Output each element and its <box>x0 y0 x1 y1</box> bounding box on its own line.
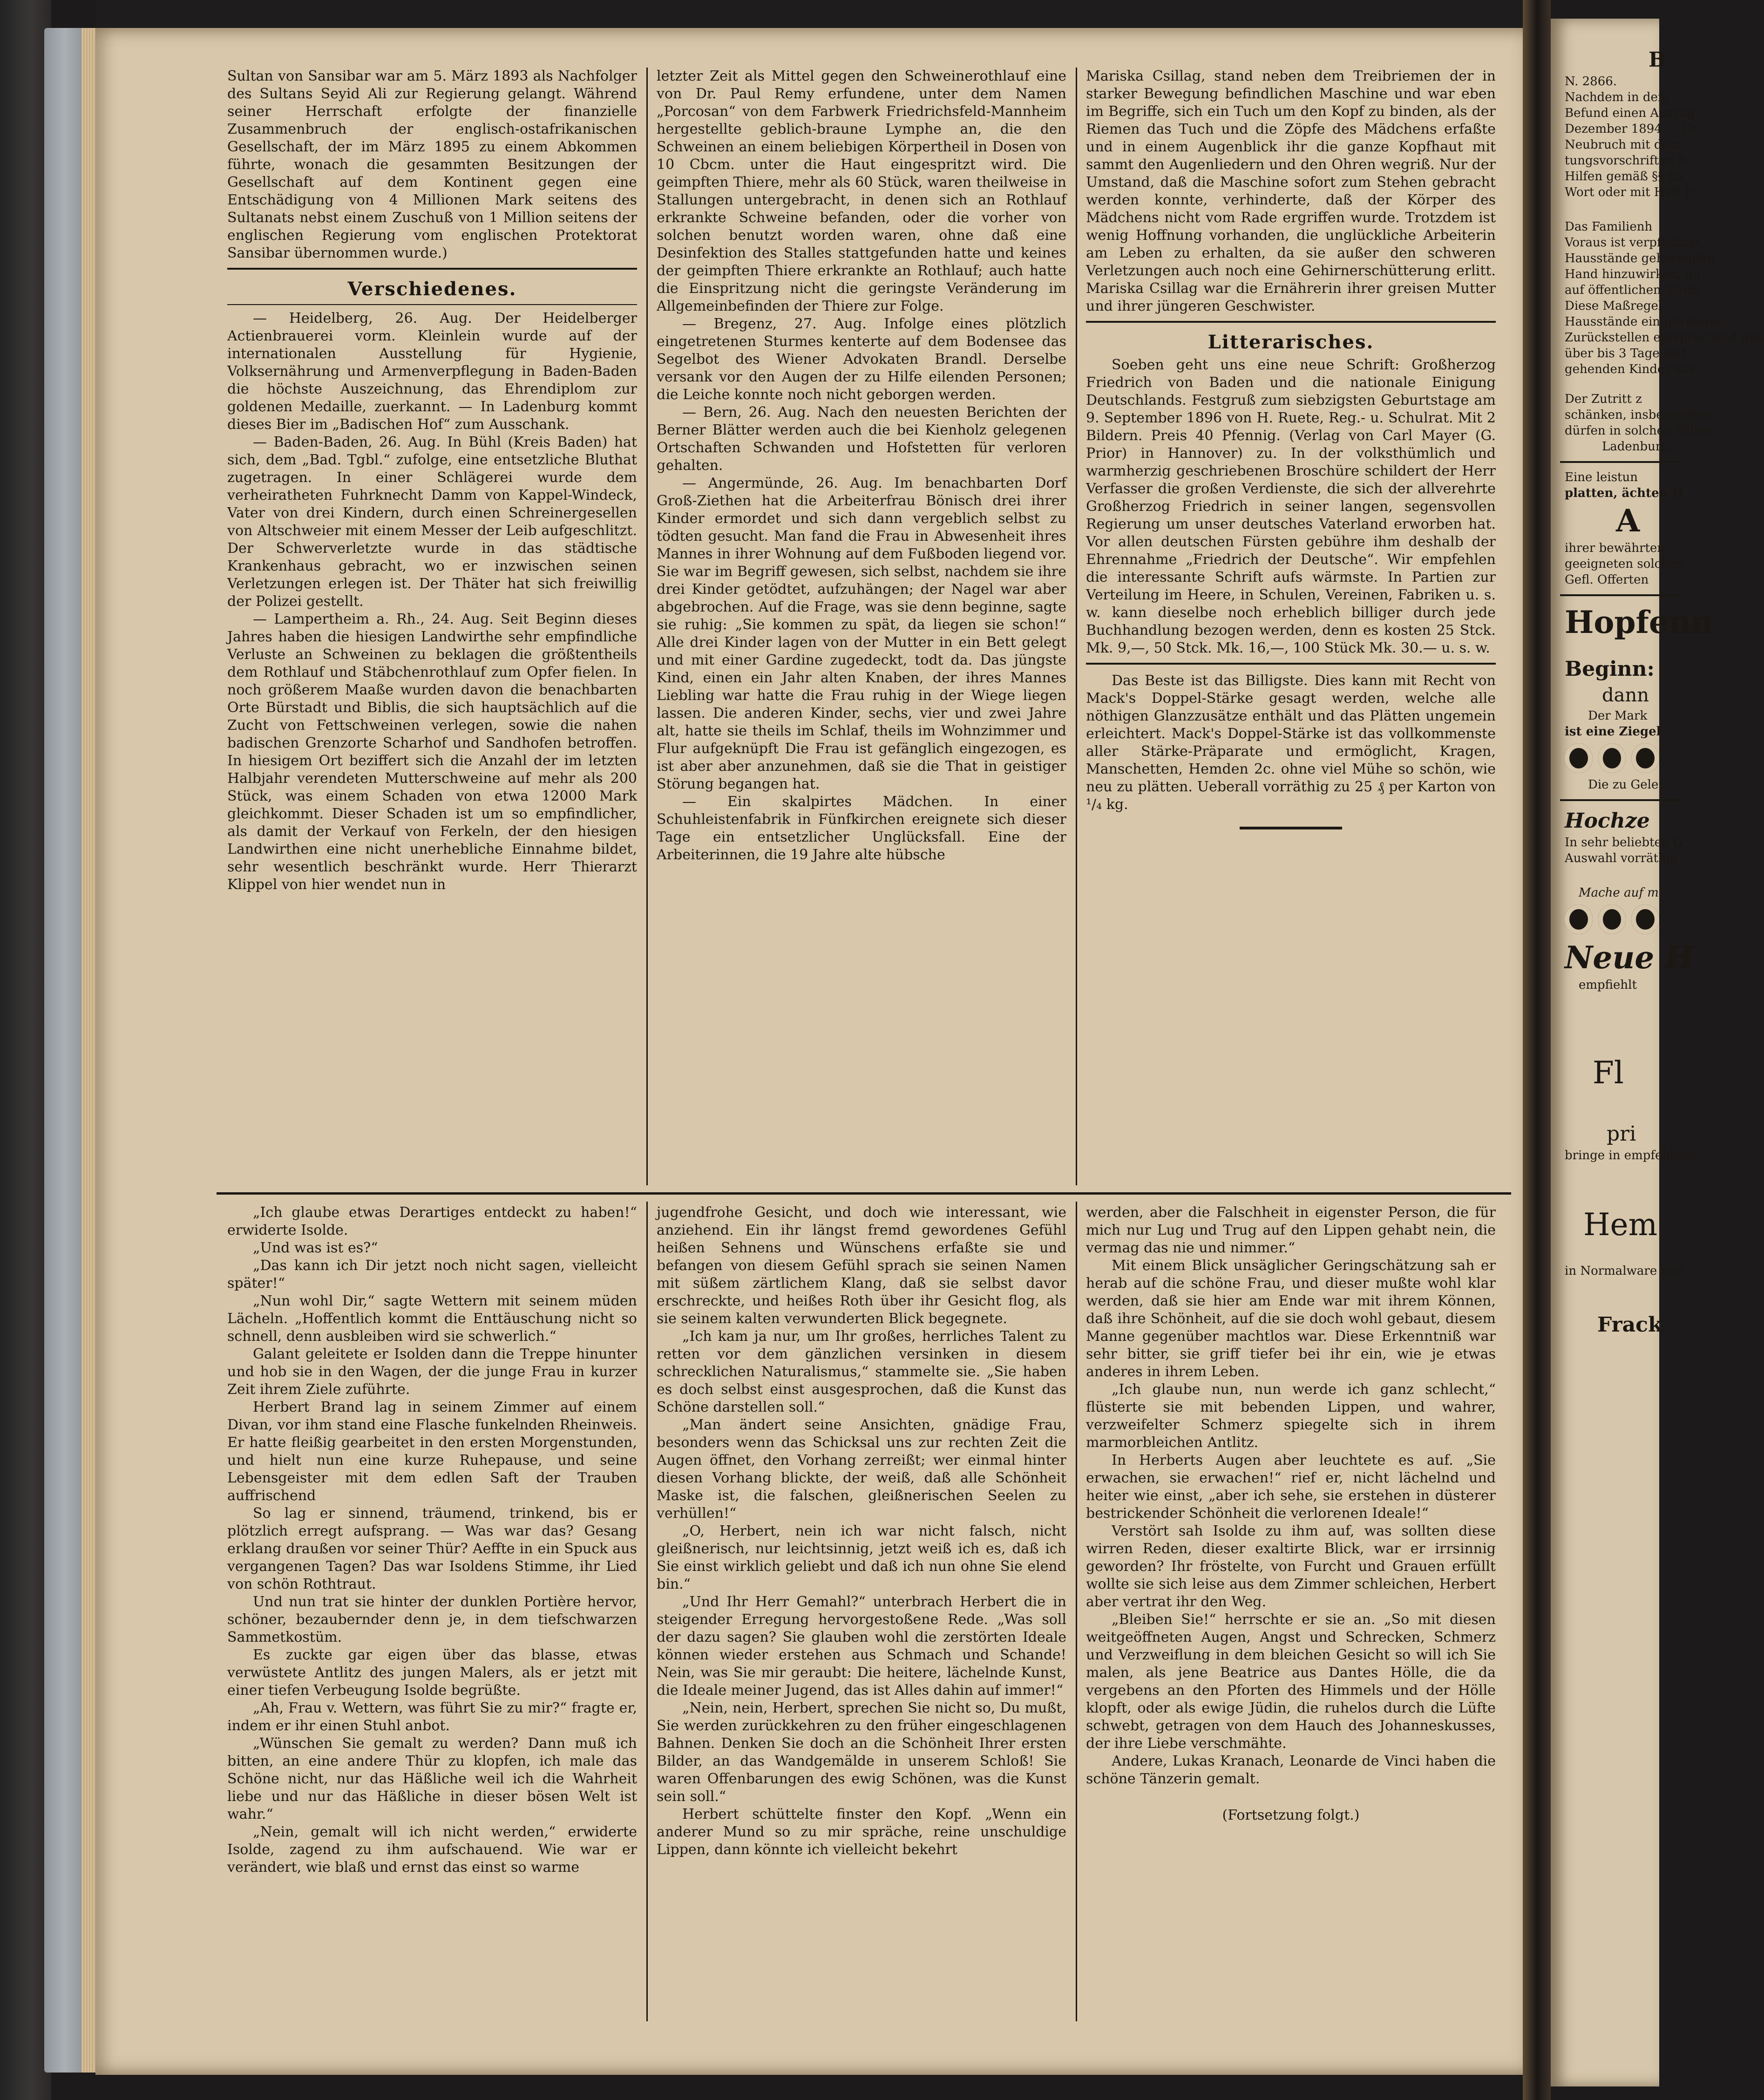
ad-line: bringe in empfehlend <box>1565 1149 1697 1162</box>
next-page-line: Hand hinzuwirken, an <box>1565 267 1701 281</box>
next-page-line: auf öffentlichen Straß <box>1565 283 1699 297</box>
ad-line: Mache auf m <box>1579 886 1659 900</box>
next-page-line: Das Familienh <box>1565 220 1653 234</box>
story-paragraph: „Ich glaube nun, nun werde ich ganz schlecht,“ flüsterte sie mit bebenden Lippen, und wahrer, verzweifelter Schmerz spiegelte sich in ihrem marmorbleichen Antlitz. <box>1086 1381 1496 1451</box>
ad-ornament-row <box>1565 743 1659 773</box>
story-paragraph: Herbert Brand lag in seinem Zimmer auf einem Divan, vor ihm stand eine Flasche funkelnden Rheinweis. Er hatte fleißig gearbeitet in den ersten Morgenstunden, und hielt nun eine kurze Ruhepause, und seine Lebensgeister mit dem edlen Saft der Trauben auffrischend <box>227 1399 637 1504</box>
ad-line: empfiehlt <box>1579 978 1637 992</box>
news-baden-baden: — Baden-Baden, 26. Aug. In Bühl (Kreis Baden) hat sich, dem „Bad. Tgbl.“ zufolge, eine entsetzliche Bluthat zugetragen. In einer Schlägerei wurde dem verheiratheten Fuhrknecht Damm von Kappel-Windeck, Vater von drei Kindern, durch einen Schreinergesellen von Altschweier mit einem Messer der Leib aufgeschlitzt. Der Schwerverletzte wurde in das städtische Krankenhaus gebracht, wo er inzwischen seinen Verletzungen erlegen ist. Der Thäter hat sich freiwillig der Polizei gestellt. <box>227 434 637 610</box>
next-page-line: Diese Maßregel <box>1565 299 1662 313</box>
next-page-line: über bis 3 Tage fest <box>1565 347 1686 360</box>
ad-pri: pri <box>1607 1122 1636 1146</box>
ad-dann: dann <box>1602 685 1649 706</box>
top-cover <box>95 0 1544 28</box>
next-page-line: Der Zutritt z <box>1565 392 1642 406</box>
ad-line: Der Mark <box>1588 709 1648 723</box>
news-bregenz: — Bregenz, 27. Aug. Infolge eines plötzlich eingetretenen Sturmes kenterte auf dem Bodensee das Segelbot des Wiener Advokaten Brandl. Derselbe versank vor den Augen der zu Hilfe eilenden Personen; die Leiche konnte noch nicht geborgen werden. <box>657 316 1066 403</box>
ad-line: Die zu Gele <box>1588 778 1659 792</box>
ornament-circle <box>1598 904 1626 934</box>
ad-line: Eine leistun <box>1565 470 1638 484</box>
advert-macks-staerke: Das Beste ist das Billigste. Dies kann mit Recht von Mack's Doppel-Stärke gesagt werden, welche alle nöthigen Glanzzusätze enthält und das Plätten ungemein erleichtert. Mack's Doppel-Stärke ist das vollkommenste aller Stärke-Präparate und ermöglicht, Kragen, Manschetten, Hemden 2c. ohne viel Mühe so schön, wie neu zu plätten. Ueberall vorräthig zu 25 ₰ per Karton von ¹/₄ kg. <box>1086 673 1496 813</box>
ad-ornament-row <box>1565 904 1659 934</box>
story-paragraph: werden, aber die Falschheit in eigenster Person, die für mich nur Lug und Trug auf den Lippen gehabt nein, die vermag das nie und nimmer.“ <box>1086 1204 1496 1256</box>
end-rule <box>1240 827 1342 829</box>
ad-hem: Hem <box>1583 1207 1658 1243</box>
literary-notice: Soeben geht uns eine neue Schrift: Großherzog Friedrich von Baden und die nationale Einigung Deutschlands. Festgruß zum siebzigsten Geburtstage am 9. September 1896 von H. Ruete, Reg.- u. Schulrat. Mit 2 Bildern. Preis 40 Pfennig. (Verlag von Carl Mayer (G. Prior) in Hannover) zu. In der volksthümlich und warmherzig geschriebenen Broschüre schildert der Herr Verfasser die großen Verdienste, die sich der allverehrte Großherzog Friedrich in seiner langen, segensvollen Regierung um unser deutsches Vaterland erworben hat. Vor allen deutschen Fürsten gebühre ihm deshalb der Ehrennahme „Friedrich der Deutsche“. Wir empfehlen die interessante Schrift aufs wärmste. In Partien zur Verteilung im Heere, in Schulen, Vereinen, Fabriken u. s. w. kann dieselbe noch erheblich billiger durch jede Buchhandlung bezogen werden, denn es kosten 25 Stck. Mk. 9,—, 50 Stck. Mk. 16,—, 100 Stück Mk. 30.— u. s. w. <box>1086 357 1496 656</box>
story-paragraph: „Und Ihr Herr Gemahl?“ unterbrach Herbert die in steigender Erregung hervorgestoßene Rede. „Was soll der dazu sagen? Sie glauben wohl die zerstörten Ideale können wieder erstehen aus Schmach und Schande! Nein, was Sie mir geraubt: Die heitere, lächelnde Kunst, die Ideale meiner Jugend, das ist Alles dahin auf immer!“ <box>657 1594 1066 1699</box>
ad-line: ist eine Ziegel <box>1565 725 1661 739</box>
story-paragraph: jugendfrohe Gesicht, und doch wie interessant, wie anziehend. Ein ihr längst fremd gewordenes Gefühl heißen Sehnens und Wünschens erfaßte sie und befangen von diesem Gefühl sprach sie seinen Namen mit süßem zärtlichem Klang, daß sie selbst davor erschreckte, und heißes Roth über ihr Gesicht flog, als sie seinem kalten verwunderten Blick begegnete. <box>657 1204 1066 1327</box>
next-page-line: N. 2866. <box>1565 75 1617 88</box>
section-rule <box>1086 321 1496 323</box>
story-paragraph: „O, Herbert, nein ich war nicht falsch, nicht gleißnerisch, nur leichtsinnig, jetzt weiß ich es, daß ich Sie einst wirklich geliebt und daß ich nun ohne Sie elend bin.“ <box>657 1523 1066 1592</box>
story-paragraph: „Das kann ich Dir jetzt noch nicht sagen, vielleicht später!“ <box>227 1257 637 1291</box>
next-page-line: gehenden Kinder aus <box>1565 362 1696 376</box>
news-skalpirtes-cont: Mariska Csillag, stand neben dem Treibriemen der in starker Bewegung befindlichen Maschine und war eben im Begriffe, sich ein Tuch um den Kopf zu binden, als der Riemen das Tuch und die Zöpfe des Mädchens erfaßte und in einem Augenblick ihr die ganze Kopfhaut mit sammt den Augenliedern und den Ohren wegriß. Nur der Umstand, daß die Maschine sofort zum Stehen gebracht werden konnte, verhinderte, daß der Körper des Mädchens nicht vom Rade ergriffen wurde. Trotzdem ist wenig Hoffnung vorhanden, die unglückliche Arbeiterin am Leben zu erhalten, da sie außer den schweren Verletzungen auch noch eine Gehirnerschütterung erlitt. Mariska Csillag war die Ernährerin ihrer greisen Mutter und ihrer jüngeren Geschwister. <box>1086 68 1496 314</box>
ad-rule <box>1560 594 1681 596</box>
newspaper-page <box>95 28 1544 2075</box>
feuilleton-separator <box>217 1192 1511 1195</box>
ad-hochzeit: Hochze <box>1565 809 1650 833</box>
ad-beginn: Beginn: <box>1565 657 1655 681</box>
story-paragraph: „Und was ist es?“ <box>253 1240 378 1256</box>
story-paragraph: „Ich kam ja nur, um Ihr großes, herrliches Talent zu retten vor dem gänzlichen versinken in diesem schrecklichen Naturalismus,“ stammelte sie. „Sie haben es doch selbst einst ausgesprochen, daß die Kunst das Schöne darstellen soll.“ <box>657 1328 1066 1415</box>
ad-big-letter: A <box>1616 503 1640 539</box>
ad-neue: Neue H <box>1565 939 1694 976</box>
story-paragraph: So lag er sinnend, träumend, trinkend, bis er plötzlich erregt aufsprang. — Was war das? Gesang erklang draußen vor seiner Thür? Aeffte in ein Spuck aus vergangenen Tagen? Das war Isoldens Stimme, ihr Lied von schön Rothtraut. <box>227 1505 637 1592</box>
next-page-line: Zurückstellen entsprechend den <box>1565 331 1764 345</box>
news-lampertheim-cont: letzter Zeit als Mittel gegen den Schweinerothlauf eine von Dr. Paul Remy erfundene, unter dem Namen „Porcosan“ von dem Farbwerk Friedrichsfeld-Mannheim hergestellte geblich-braune Lymphe an, die den Schweinen an einem beliebigen Körpertheil in Dosen von 10 Cbcm. unter die Haut eingespritzt wird. Die geimpften Thiere, mehr als 60 Stück, waren theilweise in Stallungen untergebracht, in denen sich an Rothlauf erkrankte Schweine befanden, oder die vorher von solchen benutzt worden waren, ohne daß eine Desinfektion des Stalles stattgefunden hatte und keines der geimpften Thiere erkrankte an Rothlauf; auch hatte die Einspritzung nicht die geringste Veränderung im Allgemeinbefinden der Thiere zur Folge. <box>657 68 1066 314</box>
story-paragraph: „Nein, gemalt will ich nicht werden,“ erwiderte Isolde, zagend zu ihm aufschauend. Wie war er verändert, wie blaß und ernst das einst so warme <box>227 1824 637 1876</box>
story-paragraph: „Bleiben Sie!“ herrschte er sie an. „So mit diesen weitgeöffneten Augen, Angst und Schrecken, Schmerz und Verzweiflung in dem bleichen Gesicht so will ich Sie malen, als jene Beatrice aus Dantes Hölle, die da vergebens an den Pforten des Himmels und der Hölle klopft, oder als ewige Jüdin, die ruhelos durch die Lüfte schwebt, getragen von dem Hauch des Johanneskusses, der ihre Liebe verschmähte. <box>1086 1611 1496 1752</box>
column-1-top <box>227 68 637 894</box>
next-page-line: Hausstände eingetretenen <box>1565 315 1728 329</box>
story-paragraph: Herbert schüttelte finster den Kopf. „Wenn ein anderer Mund so zu mir spräche, reine unschuldige Lippen, dann könnte ich vielleicht bekehrt <box>657 1806 1066 1858</box>
news-skalpirtes-maedchen: — Ein skalpirtes Mädchen. In einer Schuhleistenfabrik in Fünfkirchen ereignete sich dieser Tage ein entsetzlicher Unglücksfall. Eine der Arbeiterinnen, die 19 Jahre alte hübsche <box>657 794 1066 863</box>
next-page-line: Neubruch mit dem <box>1565 138 1681 152</box>
heading-verschiedenes: Verschiedenes. <box>347 278 517 300</box>
column-rule-1 <box>646 68 648 1185</box>
ad-line: in Normalware und <box>1565 1264 1684 1278</box>
story-paragraph: Andere, Lukas Kranach, Leonarde de Vinci haben die schöne Tänzerin gemalt. <box>1086 1753 1496 1787</box>
ad-frack: Frack <box>1597 1313 1662 1337</box>
ad-line: ihrer bewährten <box>1565 541 1665 555</box>
story-paragraph: Verstört sah Isolde zu ihm auf, was sollten diese wirren Reden, dieser exaltirte Blick, war er irrsinnig geworden? Ihr fröstelte, von Furcht und Grauen erfüllt wollte sie sich leise aus dem Zimmer schleichen, Herbert aber vertrat ihr den Weg. <box>1086 1523 1496 1610</box>
ad-line: geeigneten solchen <box>1565 557 1684 571</box>
next-page-line: Ladenburg, <box>1602 440 1673 454</box>
story-paragraph: „Wünschen Sie gemalt zu werden? Dann muß ich bitten, an eine andere Thür zu klopfen, ich male das Schöne nicht, nur das Häßliche weil ich die Wahrheit liebe und nur das Häßliche in dieser bösen Welt ist wahr.“ <box>227 1735 637 1822</box>
ad-fl: Fl <box>1593 1055 1624 1091</box>
story-paragraph: „Man ändert seine Ansichten, gnädige Frau, besonders wenn das Schicksal uns zur rechten Zeit die Augen öffnet, den Vorhang zerreißt; wer einmal hinter diesen Vorhang blickte, der weiß, daß alle Schönheit Maske ist, die falschen, gleißnerischen Seelen zu verhüllen!“ <box>657 1417 1066 1522</box>
column-2-bottom <box>657 1204 1066 1859</box>
column-1-bottom <box>227 1204 637 1876</box>
ornament-circle <box>1598 743 1626 773</box>
section-rule <box>227 268 637 270</box>
next-page-letter: B <box>1649 48 1666 72</box>
adjacent-page <box>1551 19 1764 2086</box>
next-page-line: Hausstände gehörenden <box>1565 251 1715 265</box>
story-paragraph: „Ich glaube etwas Derartiges entdeckt zu haben!“ erwiderte Isolde. <box>227 1204 637 1238</box>
ad-line: In sehr beliebten G <box>1565 836 1683 850</box>
news-heidelberg: — Heidelberg, 26. Aug. Der Heidelberger Actienbrauerei vorm. Kleinlein wurde auf der internationalen Ausstellung für Hygienie, Volksernährung und Armenverpflegung in Baden-Baden die höchste Auszeichnung, das Ehrendiplom zur goldenen Medaille, zuerkannt. — In Ladenburg kommt dieses Bier im „Badischen Hof“ zum Ausschank. <box>227 310 637 433</box>
column-rule-4 <box>1076 1202 1077 2021</box>
column-2-top <box>657 68 1066 864</box>
section-rule <box>1086 663 1496 665</box>
ornament-circle <box>1631 743 1659 773</box>
story-paragraph: „Nun wohl Dir,“ sagte Wettern mit seinem müden Lächeln. „Hoffentlich kommt die Enttäuschung nicht so schnell, denn ausbleiben wird sie schwerlich.“ <box>227 1293 637 1345</box>
ad-line: platten, ächten H <box>1565 486 1684 500</box>
ornament-circle <box>1565 743 1593 773</box>
next-page-line: schänken, insbesondere <box>1565 408 1713 422</box>
next-page-line: Nachdem in dem <box>1565 90 1669 104</box>
ornament-circle <box>1631 904 1659 934</box>
column-rule-3 <box>646 1202 648 2021</box>
column-3-top <box>1086 68 1496 829</box>
heading-litterarisches: Litterarisches. <box>1208 331 1374 353</box>
article-sansibar: Sultan von Sansibar war am 5. März 1893 als Nachfolger des Sultans Seyid Ali zur Regierung gelangt. Während seiner Herrschaft erfolgte der finanzielle Zusammenbruch der englisch-ostafrikanischen Gesellschaft, der im März 1895 zu einem Abkommen führte, wonach die gesammten Besitzungen der Gesellschaft auf dem Kontinent gegen eine Entschädigung von 4 Millionen Mark seitens des Sultanats nebst einem Zuschuß von 1 Million seitens der englischen Regierung vom englischen Protektorat Sansibar übernommen wurde.) <box>227 68 637 261</box>
story-paragraph: Mit einem Blick unsäglicher Geringschätzung sah er herab auf die schöne Frau, und dieser mußte wohl klar werden, daß sie hier am Ende war mit ihrem Können, daß ihre Schönheit, auf die sie doch wohl gebaut, diesem Manne gegenüber machtlos war. Diese Erkenntniß war sehr bitter, sie griff tiefer bei ihr ein, wie je etwas anderes in ihrem Leben. <box>1086 1257 1496 1380</box>
next-page-line: Wort oder mit Haft b <box>1565 185 1693 199</box>
column-3-bottom <box>1086 1204 1496 1824</box>
story-paragraph: „Ah, Frau v. Wettern, was führt Sie zu mir?“ fragte er, indem er ihr einen Stuhl anbot. <box>227 1700 637 1734</box>
ad-rule <box>1560 461 1681 463</box>
next-page-line: dürfen in solchen Fällen <box>1565 424 1713 438</box>
story-paragraph: In Herberts Augen aber leuchtete es auf. „Sie erwachen, sie erwachen!“ rief er, nicht lächelnd und heiter wie einst, „aber ich sehe, sie erstehen in düsterer bestrickender Schönheit die verlorenen Ideale!“ <box>1086 1452 1496 1522</box>
next-page-line: Befund einen Auszug <box>1565 106 1695 120</box>
story-paragraph: Und nun trat sie hinter der dunklen Portière hervor, schöner, bezaubernder denn je, in dem tiefschwarzen Sammetkostüm. <box>227 1594 637 1645</box>
ad-line: Auswahl vorräthig <box>1565 851 1678 865</box>
ad-line: Gefl. Offerten <box>1565 573 1649 587</box>
ad-rule <box>1560 799 1681 801</box>
column-rule-2 <box>1076 68 1077 1185</box>
story-paragraph: Es zuckte gar eigen über das blasse, etwas verwüstete Antlitz des jungen Malers, als er jetzt mit einer tiefen Verbeugung Isolde begrüßte. <box>227 1647 637 1699</box>
news-lampertheim: — Lampertheim a. Rh., 24. Aug. Seit Beginn dieses Jahres haben die hiesigen Landwirthe sehr empfindliche Verluste an Schweinen zu beklagen die größtentheils dem Rothlauf und Stäbchenrothlauf zum Opfer fielen. In noch größerem Maaße wurden davon die benachbarten Orte Bürstadt und Biblis, die sich hauptsächlich auf die Zucht von Fettschweinen verlegen, sowie die nahen badischen Grenzorte Scharhof und Sandhofen betroffen. In hiesigem Ort beziffert sich die Anzahl der im letzten Halbjahr verendeten Mutterschweine auf mehr als 200 Stück, was einem Schaden von etwa 12000 Mark gleichkommt. Dieser Schaden ist um so empfindlicher, als damit der Verkauf von Ferkeln, der den hiesigen Landwirthen eine nicht unerhebliche Einnahme bildet, sehr wesentlich beschränkt wurde. Herr Thierarzt Klippel von hier wendet nun in <box>227 611 637 893</box>
story-paragraph: „Nein, nein, Herbert, sprechen Sie nicht so, Du mußt, Sie werden zurückkehren zu den früher eingeschlagenen Bahnen. Denken Sie doch an die Schönheit Ihrer ersten Bilder, an das Wandgemälde in unserem Schloß! Sie waren Offenbarungen des ewig Schönen, was die Kunst sein soll.“ <box>657 1700 1066 1805</box>
next-page-line: Voraus ist verpflichtet, <box>1565 236 1704 250</box>
next-page-line: tungsvorschriften B <box>1565 154 1687 168</box>
ad-hopfen: Hopfenn <box>1565 604 1713 640</box>
next-page-line: Hilfen gemäß §§ 85 <box>1565 170 1683 183</box>
ornament-circle <box>1565 904 1593 934</box>
next-page-line: Dezember 1894 — Gr. <box>1565 122 1700 136</box>
news-bern: — Bern, 26. Aug. Nach den neuesten Berichten der Berner Blätter werden auch die bei Kienholz gelegenen Ortschaften Schwanden und Hofstetten für verloren gehalten. <box>657 404 1066 474</box>
news-angermuende: — Angermünde, 26. Aug. Im benachbarten Dorf Groß-Ziethen hat die Arbeiterfrau Bönisch drei ihrer Kinder ermordet und sich dann vergeblich selbst zu tödten gesucht. Man fand die Frau in Abwesenheit ihres Mannes in ihrer Wohnung auf dem Fußboden liegend vor. Sie war im Begriff gewesen, sich selbst, nachdem sie ihre drei Kinder getödtet, aufzuhängen; der Nagel war aber abgebrochen. Auf die Frage, was sie denn beginne, sagte sie ruhig: „Sie kommen zu spät, da liegen sie schon!“ Alle drei Kinder lagen von der Mutter in ein Bett gelegt und mit einer Gardine zugedeckt, todt da. Das jüngste Kind, einen ein Jahr alten Knaben, der ihres Mannes Liebling war hatte die Frau ruhig in der Wiege liegen lassen. Die anderen Kinder, sechs, vier und zwei Jahre alt, hatte sie theils im Schlaf, theils im Wohnzimmer und Flur aufgeknüpft Die Frau ist gefänglich eingezogen, es ist aber aber anzunehmen, daß sie die That in geistiger Störung begangen hat. <box>657 475 1066 792</box>
continuation-note: (Fortsetzung folgt.) <box>1222 1807 1360 1823</box>
section-rule <box>227 304 637 305</box>
story-paragraph: Galant geleitete er Isolden dann die Treppe hinunter und hob sie in den Wagen, der die junge Frau in kurzer Zeit ihrem Ziele zuführte. <box>227 1346 637 1398</box>
book-gutter <box>1523 0 1551 2100</box>
background-left <box>0 0 51 2100</box>
